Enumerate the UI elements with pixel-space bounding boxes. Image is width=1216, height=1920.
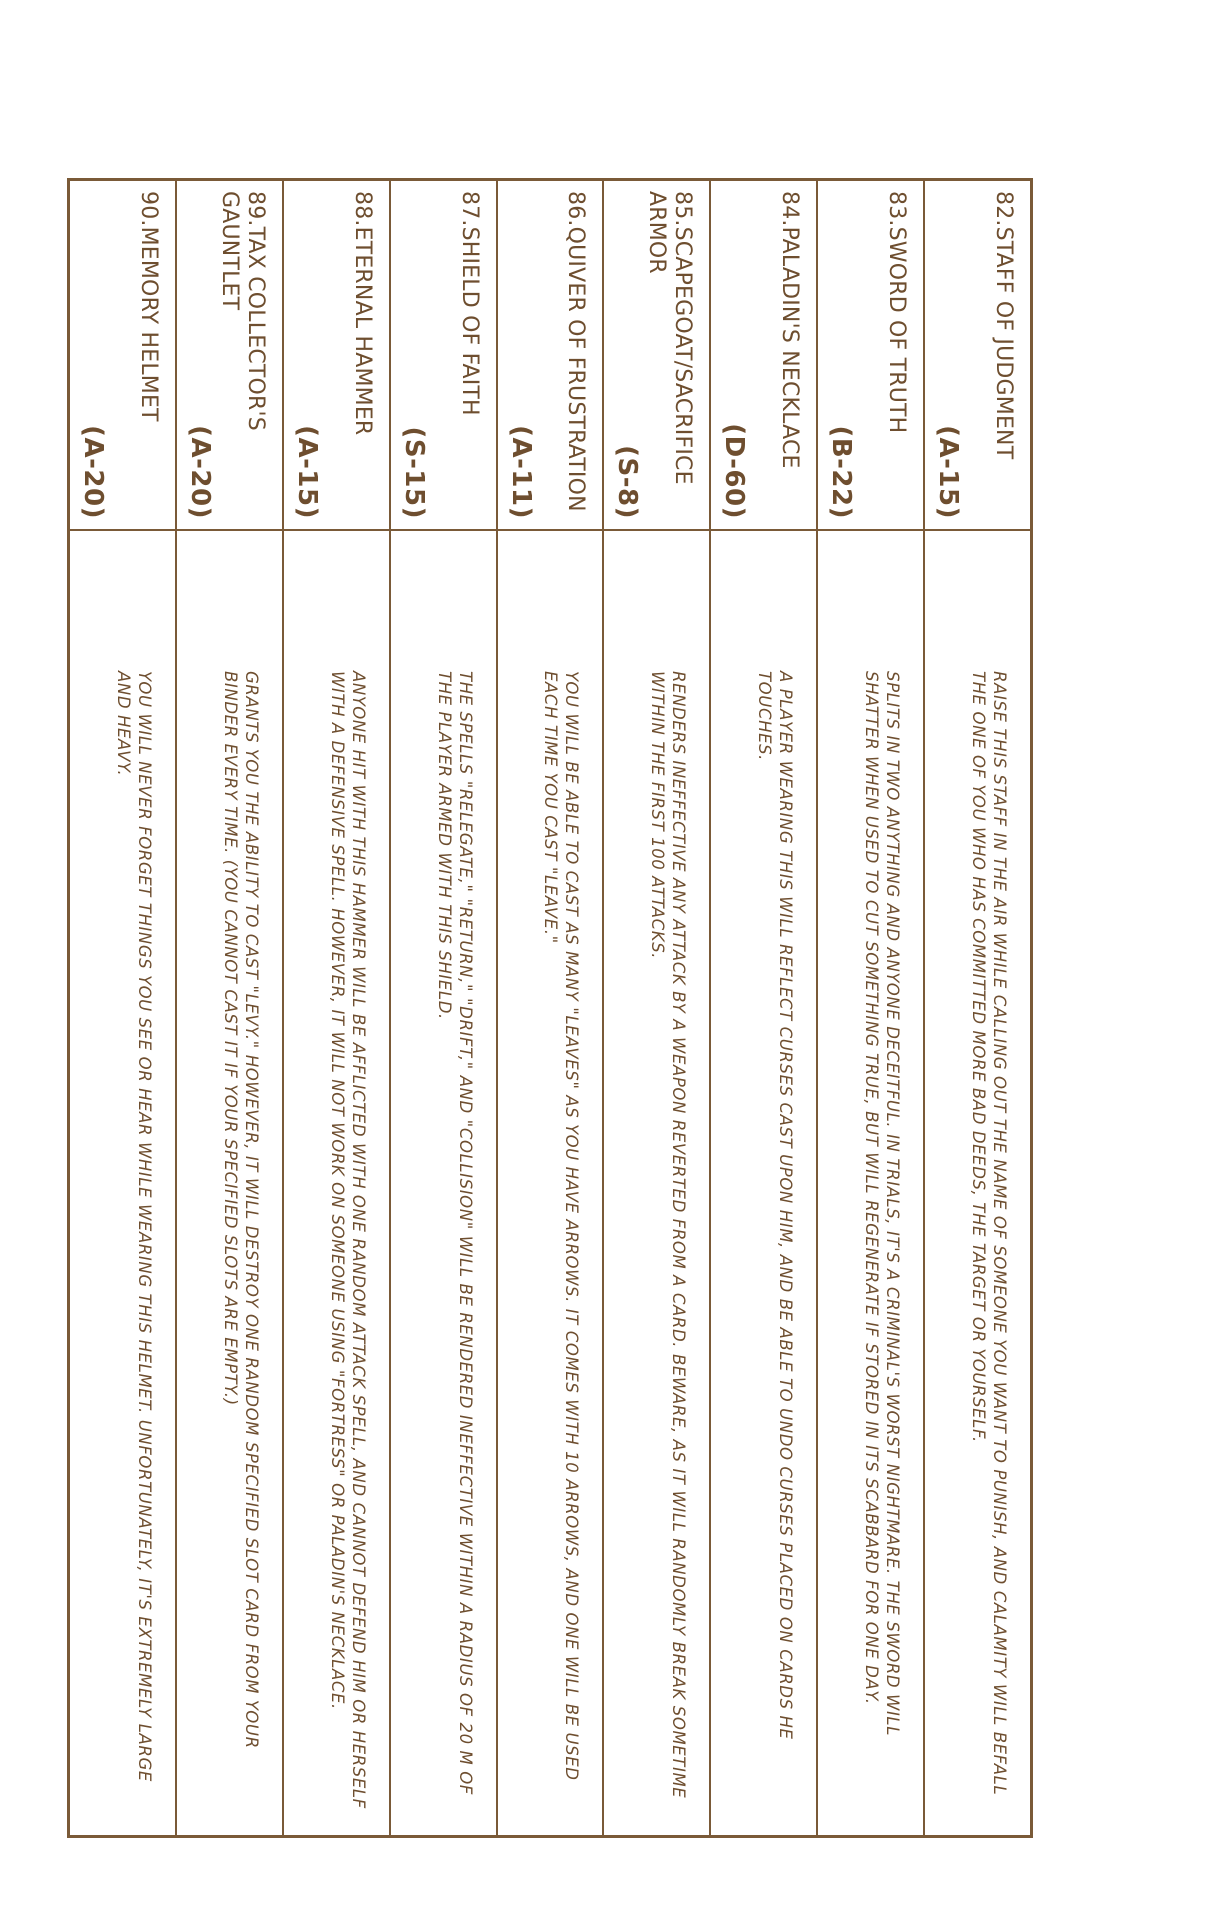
card-rank: (A-11) [505, 425, 536, 519]
card-description-cell [177, 531, 282, 1835]
card-rank: (S-15) [398, 426, 429, 519]
card-description-cell [604, 531, 709, 1835]
card-rank: (A-20) [184, 425, 215, 519]
table-row [70, 181, 177, 1835]
table-row [711, 181, 818, 1835]
card-list-table [67, 178, 1033, 1838]
table-row [391, 181, 498, 1835]
card-description: ANYONE HIT WITH THIS HAMMER WILL BE AFFLICTED WITH ONE RANDOM ATTACK SPELL, AND CANNOT DEFEND HIM OR HERSELF WITH A DEFENSIVE SPELL. HOWEVER, IT WILL NOT WORK ON SOMEONE USING "FORTRESS" OR PALADIN'S NECKLACE. [327, 671, 368, 1809]
card-name: 88.ETERNAL HAMMER [349, 191, 375, 436]
card-description-cell [711, 531, 816, 1835]
card-rank: (A-15) [933, 425, 964, 519]
card-name: 86.QUIVER OF FRUSTRATION [563, 191, 589, 512]
card-name: 89.TAX COLLECTOR'S GAUNTLET [216, 191, 268, 431]
card-name-cell [925, 181, 1030, 531]
card-name: 87.SHIELD OF FAITH [456, 191, 482, 416]
table-row [177, 181, 284, 1835]
card-description-cell [818, 531, 923, 1835]
card-rank: (D-60) [719, 423, 750, 519]
card-description: RENDERS INEFFECTIVE ANY ATTACK BY A WEAPON REVERTED FROM A CARD. BEWARE, AS IT WILL RANDOMLY BREAK SOMETIME WITHIN THE FIRST 100 ATTACKS. [648, 671, 689, 1799]
table-row [925, 181, 1030, 1835]
card-description: SPLITS IN TWO ANYTHING AND ANYONE DECEITFUL. IN TRIALS, IT'S A CRIMINAL'S WORST NIGHTMARE. THE SWORD WILL SHATTER WHEN USED TO CUT SOMETHING TRUE, BUT WILL REGENERATE IF STORED IN ITS SCABBARD FOR ONE DAY. [862, 671, 903, 1736]
card-rank: (B-22) [826, 425, 857, 519]
card-rank: (S-8) [612, 445, 643, 519]
card-name-cell [391, 181, 496, 531]
card-rank: (A-20) [77, 425, 108, 519]
card-name-cell [711, 181, 816, 531]
card-description-cell [391, 531, 496, 1835]
card-name-cell [818, 181, 923, 531]
card-name-cell [498, 181, 603, 531]
card-description: RAISE THIS STAFF IN THE AIR WHILE CALLING OUT THE NAME OF SOMEONE YOU WANT TO PUNISH, AND CALAMITY WILL BEFALL THE ONE OF YOU WHO HAS COMMITTED MORE BAD DEEDS, THE TARGET OR YOURSELF. [969, 671, 1009, 1796]
card-description: A PLAYER WEARING THIS WILL REFLECT CURSES CAST UPON HIM, AND BE ABLE TO UNDO CURSES PLACED ON CARDS HE TOUCHES. [755, 671, 796, 1740]
card-description-cell [498, 531, 603, 1835]
card-description: THE SPELLS "RELEGATE," "RETURN," "DRIFT," AND "COLLISION" WILL BE RENDERED INEFFECTIVE WITHIN A RADIUS OF 20 M OF THE PLAYER ARMED WITH THIS SHIELD. [434, 671, 475, 1795]
card-rank: (A-15) [291, 425, 322, 519]
card-name-cell [70, 181, 175, 531]
card-name: 85.SCAPEGOAT/SACRIFICE ARMOR [644, 191, 696, 485]
card-name: 83.SWORD OF TRUTH [884, 191, 910, 434]
table-row [604, 181, 711, 1835]
card-description-cell [284, 531, 389, 1835]
card-description: YOU WILL BE ABLE TO CAST AS MANY "LEAVES" AS YOU HAVE ARROWS. IT COMES WITH 10 ARROWS, AND ONE WILL BE USED EACH TIME YOU CAST "LEAVE." [541, 671, 582, 1781]
table-row [284, 181, 391, 1835]
card-name: 82.STAFF OF JUDGMENT [991, 191, 1016, 460]
card-description: GRANTS YOU THE ABILITY TO CAST "LEVY." HOWEVER, IT WILL DESTROY ONE RANDOM SPECIFIED SLOT CARD FROM YOUR BINDER EVERY TIME. (YOU CANNOT CAST IT IF YOUR SPECIFIED SLOTS ARE EMPTY.) [220, 671, 261, 1749]
card-name: 84.PALADIN'S NECKLACE [777, 191, 803, 469]
card-name-cell [177, 181, 282, 531]
card-name: 90.MEMORY HELMET [135, 191, 161, 422]
table-row [818, 181, 925, 1835]
card-description-cell [70, 531, 175, 1835]
card-description-cell [925, 531, 1030, 1835]
card-name-cell [604, 181, 709, 531]
card-description: YOU WILL NEVER FORGET THINGS YOU SEE OR HEAR WHILE WEARING THIS HELMET. UNFORTUNATELY, IT'S EXTREMELY LARGE AND HEAVY. [113, 671, 154, 1782]
table-row [498, 181, 605, 1835]
card-name-cell [284, 181, 389, 531]
